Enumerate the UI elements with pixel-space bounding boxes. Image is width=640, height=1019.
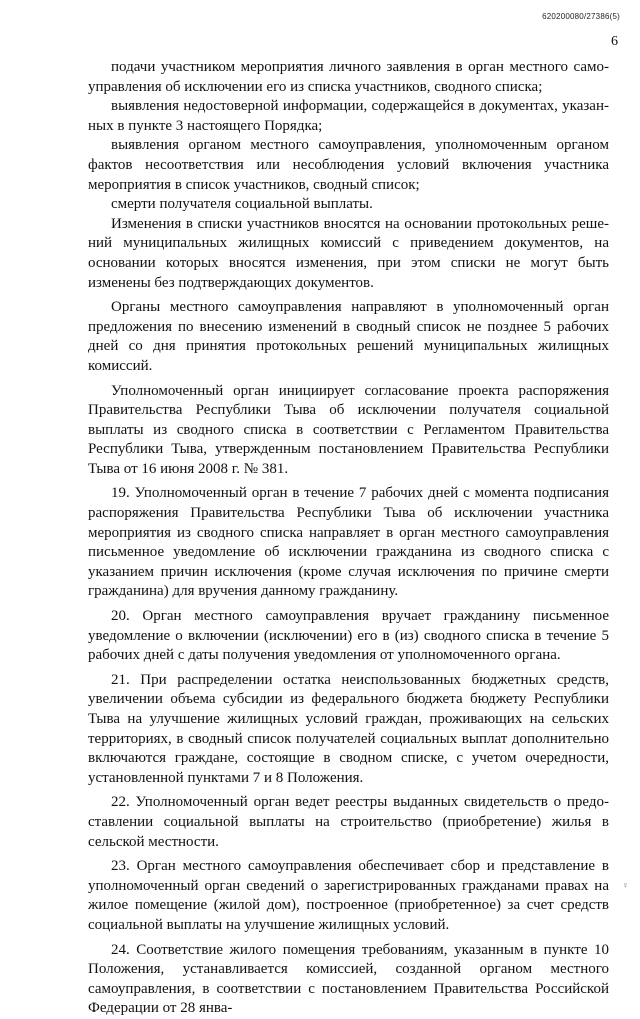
paragraph-item-22: 22. Уполномоченный орган ведет реестры выданных свидетельств о предоставлении социальной выплаты на строительство (приобретение) жилья в сельской местности. <box>88 794 609 850</box>
paragraph-item-23: 23. Орган местного самоуправления обеспечивает сбор и представление в уполномоченный орган сведений о зарегистрированных гражданами правах на жилое помещение (жилой дом), построенное (приобретенное) за счет средств социальной выплаты на улучшение жилищных условий. <box>88 858 609 933</box>
document-code: 620200080/27386(5) <box>542 12 620 21</box>
paragraph-exclusion-reason-application: подачи участником мероприятия личного заявления в орган местного самоуправления об исключении его из списка участников, сводного списка; <box>88 59 609 95</box>
paragraph-item-19: 19. Уполномоченный орган в течение 7 рабочих дней с момента подписания распоряжения Правительства Республики Тыва об исключении участника мероприятия из сводного списка направляет в орган местного самоуправления письменное уведомление об исключении гражданина из сводного списка с указанием причин исключения (кроме случая исключения по причине смерти гражданина) для вручения данному гражданину. <box>88 485 609 600</box>
paragraph-exclusion-reason-noncompliance: выявления органом местного самоуправления, уполномоченным органом фактов несоответствия или несоблюдения условий включения участника мероприятия в список участников, сводный список; <box>88 137 609 193</box>
paragraph-item-20: 20. Орган местного самоуправления вручает гражданину письменное уведомление о включении (исключении) его в (из) сводного списка в течение 5 рабочих дней с даты получения уведомления от уполномоченного органа. <box>88 608 609 664</box>
paragraph-exclusion-reason-false-info: выявления недостоверной информации, содержащейся в документах, указанных в пункте 3 настоящего Порядка; <box>88 98 609 134</box>
document-body <box>88 58 609 1019</box>
paragraph-item-24: 24. Соответствие жилого помещения требованиям, указанным в пункте 10 Положения, устанавливается комиссией, созданной органом местного самоуправления, в соответствии с постановлением Правительства Российской Федерации от 28 янва- <box>88 941 609 1017</box>
page-number: 6 <box>611 34 618 49</box>
paragraph-exclusion-reason-death: смерти получателя социальной выплаты. <box>111 196 373 213</box>
paragraph-item-21: 21. При распределении остатка неиспользованных бюджетных средств, увеличении объема субсидии из федерального бюджета бюджету Республики Тыва на улучшение жилищных условий граждан, проживающих на сельских территориях, в сводный список получателей социальных выплат дополнительно включаются граждане, состоящие в сводном списке, с учетом очередности, установленной пунктами 7 и 8 Положения. <box>88 671 609 786</box>
paragraph-change-proposals: Органы местного самоуправления направляют в уполномоченный орган предложения по внесению изменений в сводный список не позднее 5 рабочих дней со дня принятия протокольных решений муниципальных жилищных комиссий. <box>88 299 609 374</box>
corner-mark: ♀ <box>622 880 629 890</box>
paragraph-order-approval: Уполномоченный орган инициирует согласование проекта распоряжения Правительства Республики Тыва об исключении получателя социальной выплаты из сводного списка в соответствии с Регламентом Правительства Республики Тыва, утвержденным постановлением Правительства Республики Тыва от 16 июня 2008 г. № 381. <box>88 382 609 477</box>
paragraph-list-changes: Изменения в списки участников вносятся на основании протокольных решений муниципальных жилищных комиссий с приведением документов, на основании которых вносятся изменения, при этом списки не могут быть изменены без подтверждающих документов. <box>88 215 609 291</box>
